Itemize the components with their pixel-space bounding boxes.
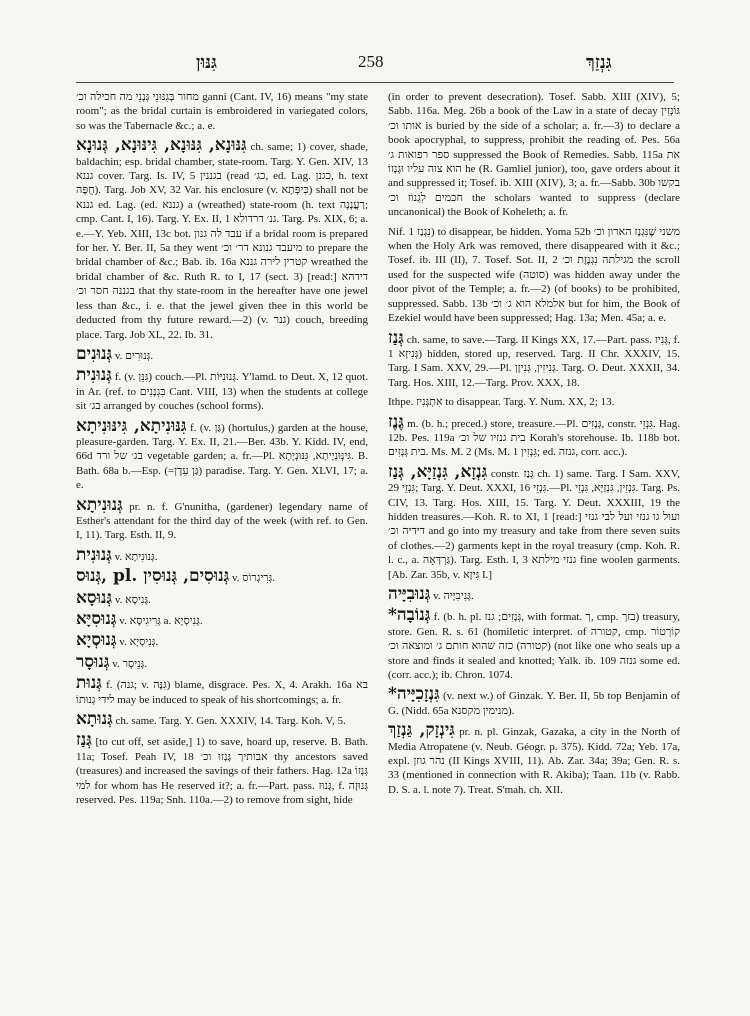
entry-headword: *גְּנוֹבָה bbox=[388, 605, 431, 626]
entry-headword: *גִּנְזָכִיָּיה bbox=[388, 684, 440, 705]
entry-headword: גְּנוּסִיָּא bbox=[76, 609, 117, 629]
entry-headword: גְּנוּבִיָּיה bbox=[388, 584, 431, 604]
entry-definition: (v. next w.) of Ginzak. Y. Ber. II, 5b top Benjamin of G. (Nidd. 65a מנימין מקסנא). bbox=[388, 690, 680, 717]
dictionary-entry bbox=[388, 720, 680, 797]
entry-definition: v. גְּנִיסְיָא. bbox=[119, 636, 159, 649]
dictionary-entry bbox=[76, 651, 368, 672]
entry-definition: f. (b. h. pl. גְּנָזִים; גנז, with format. ך, cmp. בזך) treasury, store. Gen. R. s. 61 (homiletic interpret. of קטורה, cmp. קוֹרְטוֹר (קטורה) כזה שהוא חותם ג׳ ומוצאה וכ׳ (not like one who seals up a store and finds it sealed and knotted; Yalk. ib. 109 גנזה some ed. (corr. acc.); ib. Chron. 1074. bbox=[388, 611, 680, 682]
entry-headword: גְּנַז bbox=[388, 327, 404, 348]
running-header bbox=[76, 52, 674, 76]
entry-definition: v. גְּנִיבִיָּיה. bbox=[433, 590, 474, 602]
entry-headword: גְּנוּסָא bbox=[76, 587, 113, 608]
right-column bbox=[388, 90, 680, 990]
entry-definition: Nif. נִגְנַז 1) to disappear, be hidden. Yoma 52b משני שֶׁנִּגְנַז הארון וכ׳ when the Holy Ark was removed, there disappeared with it &c.; Tosef. ib. III (II), 7. Tosef. Sot. II, 2 מגילתה נִגְנֶזֶת וכ׳ the scroll used for the suspected wife (סוטה) was hidden away under the door pivot of the Temple; a. fr.—2) (of books) to be prohibited, suppressed. Sabb. 13b אלמלא הוא ג׳ וכ׳ but for him, the Book of Ezekiel would have been suppressed; Hag. 13a; Men. 45a; a. e. bbox=[388, 225, 680, 325]
page-number: 258 bbox=[358, 52, 384, 71]
entry-definition: ch. same; 1) cover, shade, baldachin; esp. bridal chamber, state-room. Targ. Y. Gen. XIV, 13 גננא cover. Targ. Is. IV, 5 בגננין (read כג׳, ed. Lag. כגנן, h. text חֻפָּה). Targ. Job XV, 32 Var. his enclosure (v. כִּיפְּתָא) shall not be גננא ed. Lag. (ed. גננא) a (wreathed) state-room (h. text רַעֲנָנָה; cmp. Cant. I, 16). Targ. Y. Ex. II, 1 גנ׳ דרדולא. Targ. Ps. XIX, 6; a. e.—Y. Yeb. XIII, 13c bot. עבד לה גנון if a bridal room is prepared for her. Y. Ber. II, 5a they went מיעבד גנונא דר׳ וכ׳ to prepare the bridal chamber of &c.; Bab. ib. 16a קטרין לירה גננא wreathed the bridal chamber of &c. Ruth R. to I, 17 (sect. 3) [read:] דידהא בגננה חסר וכ׳ that thy state-room in the hereafter have one jewel less than &c., i. e. that the jewel given thee in this world be deducted from thy future reward.—2) (v. גנר) couch, breeding place. Targ. Job XL, 22. Ib. 31. bbox=[76, 141, 368, 341]
entry-definition: m. (b. h.; preced.) store, treasure.—Pl. גְּנָזִים, constr. גִּנְזֵי. Hag. 12b. Pes. 119a בית גנזיו של וכ׳ Korah's storehouse. Ib. 118b bot. בית גְּנָזִים. Ms. M. 2 (Ms. M. 1 גִּנְזִין; ed. גנזה, corr. acc.). bbox=[388, 417, 680, 459]
dictionary-entry bbox=[388, 461, 680, 582]
entry-definition: v. גְּנוּנִיתָא. bbox=[114, 550, 158, 563]
entry-definition: v. גְּנֵיסָר. bbox=[112, 657, 148, 670]
entry-definition: v. גְּרִיגִיסָא a. גְּנִיסְיָא. bbox=[119, 615, 203, 627]
dictionary-entry bbox=[76, 494, 368, 543]
dictionary-entry bbox=[76, 90, 368, 133]
dictionary-entry bbox=[388, 395, 680, 409]
entry-headword: גְּנוּנִית bbox=[76, 365, 112, 386]
entry-definition: [to cut off, set aside,] 1) to save, hoard up, reserve. B. Bath. 11a; Tosef. Peah IV, 18 אבותיך גָּנְזוּ וכ׳ thy ancestors saved (treasures) and increased the savings of their fathers. Hag. 12a גְּנָזוֹ למי for whom has He reserved it?; a. fr.—Part. pass. גָּנוּז, f. גְּנוּזָה reserved. Pes. 119a; Snh. 110a.—2) to remove from sight, hide bbox=[76, 736, 368, 807]
dictionary-entry bbox=[76, 135, 368, 342]
entry-definition: מחור בְּגִנּוּנֵי גְּנָנֵי מה חכילה וכ׳ ganni (Cant. IV, 16) means "my state room"; as the bridal curtain is embroidered in variegated colors, so was the Tabernacle &c.; a. e. bbox=[76, 91, 368, 132]
dictionary-entry bbox=[76, 365, 368, 413]
header-rule bbox=[76, 82, 674, 83]
entry-headword: גִּינְזָק, גַּנְזַךְ bbox=[388, 720, 455, 741]
entry-definition: ch. same. Targ. Y. Gen. XXXIV, 14. Targ. Koh. V, 5. bbox=[115, 715, 346, 728]
dictionary-entry bbox=[388, 327, 680, 391]
dictionary-entry bbox=[76, 415, 368, 493]
dictionary-entry bbox=[76, 709, 368, 730]
entry-definition: Ithpe. אִתְגְּנִיז to disappear. Targ. Y. Num. XX, 2; 13. bbox=[388, 396, 615, 409]
entry-headword: גְּנוּנִית bbox=[76, 544, 112, 565]
entry-headword: גְּנוּתָא bbox=[76, 709, 113, 730]
entry-definition: v. גְּנִיסָא. bbox=[114, 593, 151, 606]
dictionary-entry bbox=[76, 673, 368, 707]
entry-definition: constr. גְּנַז ch. 1) same. Targ. I Sam. XXV, 29 גִּנְזֵי; Targ. Y. Deut. XXXI, 16 גִּנְזֵי.—Pl. גִּנְזִין, גִּנְזַיָּא, גִּנְזֵי. Targ. Ps. CIV, 13. Targ. Hos. XIII, 15. Targ. Y. Deut. XXXIII, 19 the hidden treasures.—Koh. R. to XI, 1 [read:] ועול גו גנזי ועל לבי גנזי דידיה וכ׳ and go into my treasury and take from there seven suits of clothes.—2) garments kept in the royal treasury (cmp. Koh. R. l. c., a. גַּרְדְּאָה). Targ. Esth. I, 3 גנזי מילתא fine woolen garments. [Ab. Zar. 35b, v. גִּיזָא I.] bbox=[388, 467, 680, 581]
dictionary-entry bbox=[76, 587, 368, 608]
entry-definition: v. גְּרִיגְרוֹס. bbox=[231, 572, 276, 585]
dictionary-entry bbox=[388, 684, 680, 718]
entry-headword: גְּנוּנִיתָא bbox=[76, 494, 123, 515]
entry-headword: גִּנּוּנָא, גִּנּוּנָא, גִּינּוּנָא, גְּנוּנָא bbox=[76, 135, 247, 156]
dictionary-entry bbox=[76, 730, 368, 807]
entry-headword: גְּנוּס, pl. גְּנוּסִים, גְּנוּסִין bbox=[76, 566, 230, 587]
entry-definition: pr. n. f. G'nunitha, (gardener) legendary name of Esther's attendant for the third day of the week (with ref. to Gen. I, 11). Targ. Esth. II, 9. bbox=[76, 500, 368, 542]
dictionary-entry bbox=[76, 544, 368, 565]
entry-headword: גִּנּוּנִיתָא, גִּינּוּנִיתָא bbox=[76, 415, 187, 436]
entry-headword: גְּנוּסָר bbox=[76, 651, 110, 672]
dictionary-entry bbox=[388, 584, 680, 604]
entry-headword: גְּנוּנִים bbox=[76, 343, 113, 364]
entry-headword: גְּנוּת bbox=[76, 673, 102, 694]
entry-definition: f. (גנה; v. גִּנָּה) blame, disgrace. Pes. X, 4. Arakh. 16a בא לידי גְנוּתוֹ may be induced to speak of his shortcomings; a. fr. bbox=[76, 679, 368, 706]
header-right-word: גִּנְזַךְ bbox=[586, 52, 612, 72]
dictionary-entry bbox=[76, 630, 368, 651]
entry-headword: גִּנְזָא, גִּנְזַיָּא, גְּנַז bbox=[388, 461, 488, 482]
entry-definition: pr. n. pl. Ginzak, Gazaka, a city in the North of Media Atropatene (v. Neub. Géogr. p. 375). Kidd. 72a; Yeb. 17a, expl. נהר גוזן (II Kings XVIII, 11). Ab. Zar. 34a; 39a; Gen. R. s. 33 (mentioned in connection with R. Akiba); Taan. 11b (v. Rabb. D. S. a. l. note 7). Treat. S'mah. ch. XII. bbox=[388, 726, 680, 796]
header-left-word: גִּנּוּן bbox=[196, 52, 217, 72]
entry-definition: f. (v. גִּנֵּן) couch.—Pl. גְּנוּנִיּוֹת. Y'lamd. to Deut. X, 12 quot. in Ar. (ref. to בִּגְנָנִים Cant. VIII, 13) when the students at college sit בג׳ arranged by couches (school forms). bbox=[76, 371, 368, 413]
entry-headword: גְּנוּסְיָא bbox=[76, 630, 117, 651]
dictionary-entry bbox=[388, 90, 680, 220]
entry-headword: גֶּנֶז bbox=[388, 411, 404, 432]
dictionary-entry bbox=[76, 609, 368, 629]
dictionary-entry bbox=[76, 343, 368, 364]
dictionary-entry bbox=[388, 411, 680, 460]
dictionary-entry bbox=[76, 566, 368, 587]
entry-headword: גְּנַז bbox=[76, 730, 92, 751]
dictionary-entry bbox=[388, 225, 680, 326]
entry-definition: v. גְּנוּרִים. bbox=[114, 349, 154, 362]
dictionary-entry bbox=[388, 605, 680, 682]
left-column bbox=[76, 90, 368, 990]
entry-definition: ch. same, to save.—Targ. II Kings XX, 17.—Part. pass. גְּנִיז, f. גְּנִיזָא 1) hidden, stored up, reserved. Targ. II Chr. XXXIV, 15. Targ. I Sam. XXV, 29.—Pl. גְּנִיזִין, גְּנִיזָן. Targ. O. Deut. XXXII, 34. Targ. Hos. XIII, 12.—Targ. Prov. XXX, 18. bbox=[388, 333, 680, 389]
entry-definition: f. (v. גַּן) (hortulus,) garden at the house, pleasure-garden. Targ. Y. Ex. II, 21.—Ber. 43b. Y. Kidd. IV, end, 66d בג׳ של ורד vegetable garden; a. fr.—Pl. גִּינְּוּנְיָיתָא, גִּנּוּנְיָתָא. B. Bath. 68a b.—Esp. (=גַּן עֵדֶן) paradise. Targ. Y. Gen. XLVI, 17; a. e. bbox=[76, 421, 368, 492]
entry-definition: (in order to prevent desecration). Tosef. Sabb. XIII (XIV), 5; Sabb. 116a. Meg. 26b a book of the Law in a state of decay גּוֹנְזִין אותו וכ׳ is buried by the side of a scholar; a. fr.—3) to declare a book apocryphal, to suppress, prohibit the reading of. Pes. 56a ספר רפואות ג׳ suppressed the Book of Remedies. Sabb. 115a את הוא צוה עליו וּגְנָזוֹ he (R. Gamliel junior), too, gave orders about it and suppressed it; Tosef. ib. XIII (XIV), 3; a. fr.—Sabb. 30b בקשו חכמים לִגְנוֹז וכ׳ the scholars wanted to suppress (declare uncanonical) the Book of Koheleth; a. fr. bbox=[388, 91, 680, 219]
